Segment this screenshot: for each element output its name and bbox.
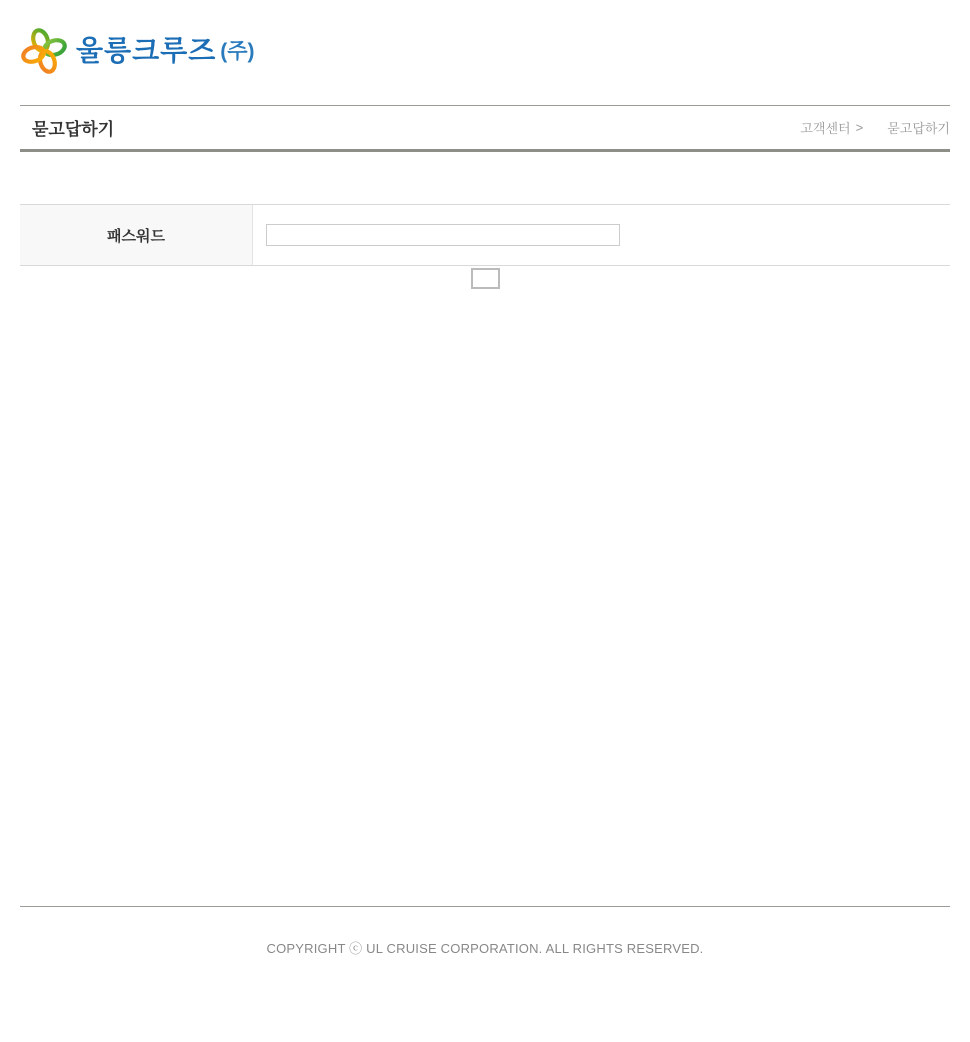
password-label: 패스워드 <box>20 205 253 265</box>
page-container <box>20 0 950 957</box>
breadcrumb <box>800 118 950 137</box>
site-logo[interactable] <box>20 0 950 74</box>
password-form-table <box>20 204 950 266</box>
logo-text: 울릉크루즈 <box>76 35 217 66</box>
page-title: 묻고답하기 <box>32 120 115 139</box>
pinwheel-flower-icon <box>21 28 67 74</box>
site-footer <box>20 906 950 957</box>
breadcrumb-item-customer-center[interactable]: 고객센터 <box>800 121 851 136</box>
password-input[interactable] <box>266 224 620 246</box>
logo-suffix: (주) <box>220 39 255 63</box>
content-spacer <box>20 289 950 906</box>
title-bar <box>20 106 950 152</box>
copyright-text: COPYRIGHT ⓒ UL CRUISE CORPORATION. ALL RIGHTS RESERVED. <box>266 941 704 956</box>
site-header <box>20 0 950 106</box>
password-cell <box>253 205 950 265</box>
breadcrumb-item-qna[interactable]: 묻고답하기 <box>887 121 950 136</box>
breadcrumb-separator: > <box>855 120 864 135</box>
submit-button[interactable] <box>471 268 500 289</box>
